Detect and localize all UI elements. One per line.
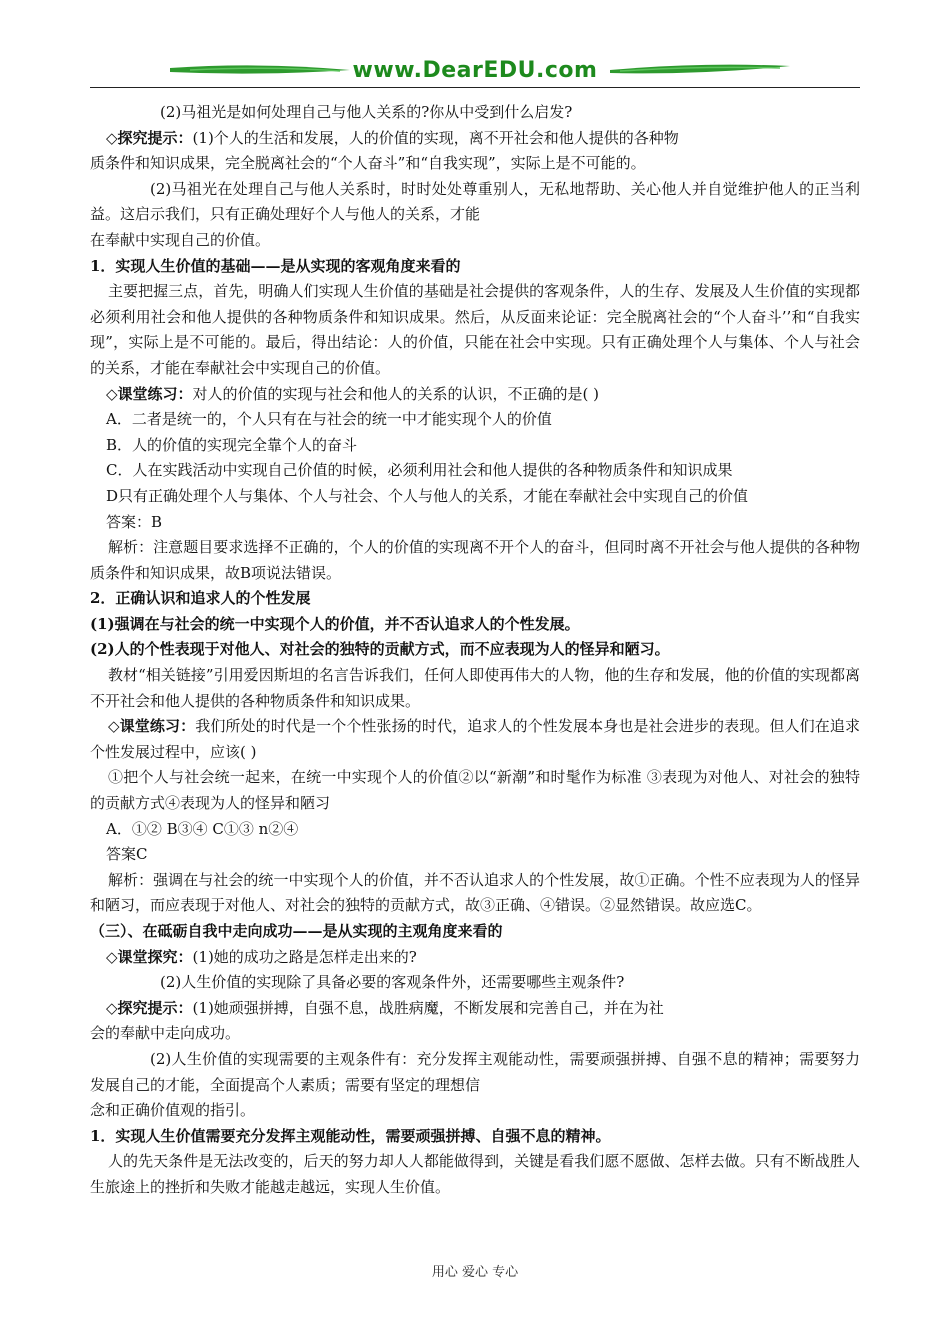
exercise-1-paragraph	[90, 382, 860, 408]
exercise-2-label: ◇课堂练习：	[108, 717, 196, 736]
exercise-2-statements: ①把个人与社会统一起来，在统一中实现个人的价值②以“新潮”和时髦作为标准 ③表现为对他人、对社会的独特的贡献方式④表现为人的怪异和陋习	[90, 768, 860, 813]
exercise-1-label: ◇课堂练习：	[106, 384, 193, 403]
class-inquiry-label: ◇课堂探究：	[106, 947, 193, 966]
exercise-2-answer: 答案C	[106, 845, 148, 864]
inquiry-hint-text-2-cont: 在奉献中实现自己的价值。	[90, 230, 271, 249]
exercise-1-answer: 答案：B	[106, 512, 163, 531]
class-inquiry-question-1: (1)她的成功之路是怎样走出来的?	[192, 947, 417, 966]
personality-point-2: (2)人的个性表现于对他人、对社会的独特的贡献方式，而不应表现为人的怪异和陋习。	[90, 640, 670, 659]
page-header	[90, 56, 860, 92]
exercise-1-option-b: B．人的价值的实现完全靠个人的奋斗	[106, 435, 358, 454]
inquiry-hint-text-1: (1)个人的生活和发展，人的价值的实现，离不开社会和他人提供的各种物	[192, 128, 679, 147]
inquiry-hint-2-text-2-cont: 念和正确价值观的指引。	[90, 1101, 256, 1120]
document-body	[90, 100, 860, 1201]
inquiry-hint-2-text-2: (2)人生价值的实现需要的主观条件有：充分发挥主观能动性，需要顽强拼搏、自强不息的精神；需要努力发展自己的才能，全面提高个人素质；需要有坚定的理想信	[90, 1049, 860, 1094]
exercise-1-option-d: D只有正确处理个人与集体、个人与社会、个人与他人的关系，才能在奉献社会中实现自己的价值	[106, 486, 749, 505]
page-footer: 用心 爱心 专心	[431, 1265, 519, 1280]
heading-personality: 2．正确认识和追求人的个性发展	[90, 589, 311, 608]
subjective-paragraph: 人的先天条件是无法改变的，后天的努力却人人都能做得到，关键是看我们愿不愿做、怎样去做。只有不断战胜人生旅途上的挫折和失败才能越走越远，实现人生价值。	[90, 1152, 860, 1196]
exercise-2-question: 我们所处的时代是一个个性张扬的时代，追求人的个性发展本身也是社会进步的表现。但人们在追求个性发展过程中，应该( )	[90, 717, 860, 761]
class-inquiry-question-2: (2)人生价值的实现除了具备必要的客观条件外，还需要哪些主观条件?	[160, 973, 625, 992]
inquiry-hint-paragraph	[90, 126, 860, 152]
exercise-1-question: 对人的价值的实现与社会和他人的关系的认识，不正确的是( )	[192, 384, 600, 403]
class-inquiry-paragraph	[90, 945, 860, 971]
heading-basis: 1．实现人生价值的基础——是从实现的客观角度来看的	[90, 256, 461, 275]
exercise-1-option-a: A．二者是统一的，个人只有在与社会的统一中才能实现个人的价值	[106, 410, 552, 429]
exercise-2-paragraph	[90, 714, 860, 765]
inquiry-hint-2-text-1-cont: 会的奉献中走向成功。	[90, 1024, 241, 1043]
personality-point-1: (1)强调在与社会的统一中实现个人的价值，并不否认追求人的个性发展。	[90, 614, 580, 633]
question-2: (2)马祖光是如何处理自己与他人关系的?你从中受到什么启发?	[160, 103, 573, 121]
inquiry-hint-text-1-cont: 质条件和知识成果，完全脱离社会的“个人奋斗”和“自我实现”，实际上是不可能的。	[90, 154, 646, 173]
site-logo: www.DearEDU.com	[352, 58, 598, 83]
header-divider	[90, 87, 860, 88]
exercise-2-options: A．①② B③④ C①③ n②④	[106, 819, 299, 838]
exercise-2-analysis: 解析：强调在与社会的统一中实现个人的价值，并不否认追求人的个性发展，故①正确。个性不应表现为人的怪异和陋习，而应表现于对他人、对社会的独特的贡献方式，故③正确、④错误。②显然错误。故应选C。	[90, 870, 860, 915]
exercise-1-analysis: 解析：注意题目要求选择不正确的，个人的价值的实现离不开个人的奋斗，但同时离不开社会与他人提供的各种物质条件和知识成果，故B项说法错误。	[90, 538, 860, 582]
textbook-link-paragraph: 教材“相关链接”引用爱因斯坦的名言告诉我们，任何人即使再伟大的人物，他的生存和发展，他的价值的实现都离不开社会和他人提供的各种物质条件和知识成果。	[90, 666, 860, 710]
inquiry-hint-2-label: ◇探究提示：	[106, 998, 193, 1017]
basis-paragraph: 主要把握三点，首先，明确人们实现人生价值的基础是社会提供的客观条件，人的生存、发展及人生价值的实现都必须利用社会和他人提供的各种物质条件和知识成果。然后，从反面来论证：完全脱离社会的“个人奋斗’’和“自我实现”，实际上是不可能的。最后，得出结论：人的价值，只能在社会中实现。只有正确处理个人与集体、个人与社会的关系，才能在奉献社会中实现自己的价值。	[90, 282, 860, 377]
heading-section-3: （三）、在砥砺自我中走向成功——是从实现的主观角度来看的	[90, 922, 503, 940]
inquiry-hint-2-text-1: (1)她顽强拼搏，自强不息，战胜病魔，不断发展和完善自己，并在为社	[192, 998, 664, 1017]
inquiry-hint-text-2: (2)马祖光在处理自己与他人关系时，时时处处尊重别人，无私地帮助、关心他人并自觉维护他人的正当利益。这启示我们，只有正确处理好个人与他人的关系，才能	[90, 179, 860, 224]
inquiry-hint-label: ◇探究提示：	[106, 128, 193, 147]
heading-subjective: 1．实现人生价值需要充分发挥主观能动性，需要顽强拼搏、自强不息的精神。	[90, 1126, 611, 1145]
inquiry-hint-2-paragraph	[90, 996, 860, 1022]
exercise-1-option-c: C．人在实践活动中实现自己价值的时候，必须利用社会和他人提供的各种物质条件和知识成果	[106, 461, 733, 480]
